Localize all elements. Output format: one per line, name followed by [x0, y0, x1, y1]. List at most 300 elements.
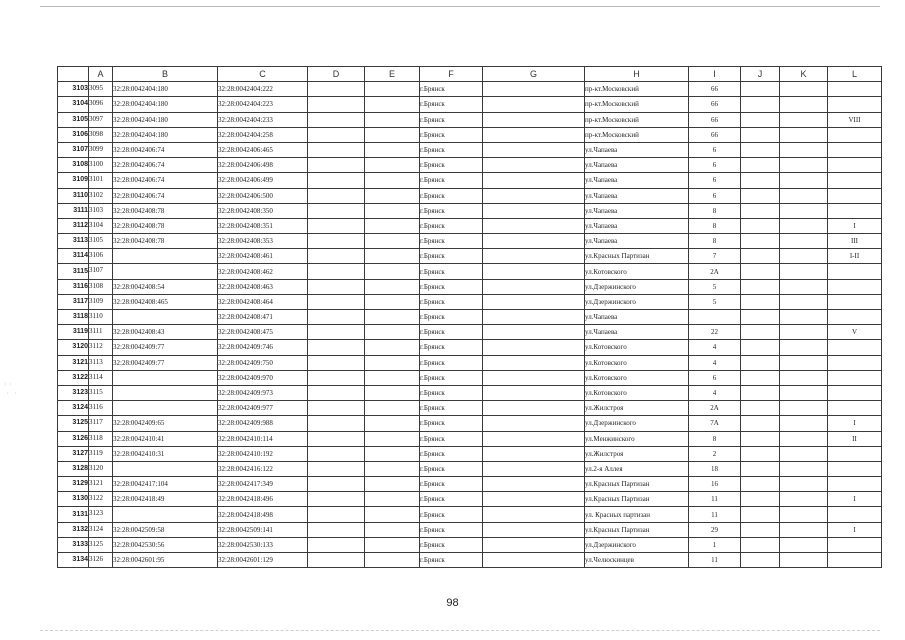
row-number-cell[interactable]: 3104: [58, 97, 89, 112]
cell-b[interactable]: 32:28:0042408:43: [113, 325, 218, 340]
cell-c[interactable]: 32:28:0042409:977: [218, 401, 308, 416]
cell-c[interactable]: 32:28:0042418:496: [218, 492, 308, 507]
cell-a[interactable]: 3097: [89, 112, 113, 127]
row-number-cell[interactable]: 3128: [58, 461, 89, 476]
cell-f[interactable]: г.Брянск: [420, 553, 483, 568]
row-number-cell[interactable]: 3110: [58, 188, 89, 203]
column-header-a[interactable]: A: [89, 67, 113, 82]
cell-l[interactable]: [828, 340, 882, 355]
cell-l[interactable]: [828, 127, 882, 142]
cell-a[interactable]: 3118: [89, 431, 113, 446]
cell-f[interactable]: г.Брянск: [420, 325, 483, 340]
row-number-cell[interactable]: 3130: [58, 492, 89, 507]
cell-g[interactable]: [483, 355, 585, 370]
cell-k[interactable]: [780, 112, 828, 127]
cell-j[interactable]: [741, 492, 780, 507]
cell-e[interactable]: [365, 112, 420, 127]
cell-a[interactable]: 3096: [89, 97, 113, 112]
column-header-l[interactable]: L: [828, 67, 882, 82]
cell-e[interactable]: [365, 416, 420, 431]
cell-a[interactable]: 3110: [89, 310, 113, 325]
cell-j[interactable]: [741, 370, 780, 385]
cell-c[interactable]: 32:28:0042409:988: [218, 416, 308, 431]
cell-e[interactable]: [365, 385, 420, 400]
cell-g[interactable]: [483, 249, 585, 264]
cell-g[interactable]: [483, 127, 585, 142]
cell-g[interactable]: [483, 203, 585, 218]
cell-i[interactable]: 2А: [689, 401, 741, 416]
cell-f[interactable]: г.Брянск: [420, 492, 483, 507]
cell-a[interactable]: 3117: [89, 416, 113, 431]
cell-d[interactable]: [308, 279, 365, 294]
cell-g[interactable]: [483, 507, 585, 522]
cell-j[interactable]: [741, 477, 780, 492]
cell-l[interactable]: [828, 203, 882, 218]
cell-f[interactable]: г.Брянск: [420, 279, 483, 294]
cell-b[interactable]: [113, 401, 218, 416]
cell-h[interactable]: ул.Жилстроя: [585, 446, 689, 461]
cell-f[interactable]: г.Брянск: [420, 310, 483, 325]
cell-b[interactable]: [113, 264, 218, 279]
cell-k[interactable]: [780, 234, 828, 249]
cell-f[interactable]: г.Брянск: [420, 97, 483, 112]
cell-k[interactable]: [780, 370, 828, 385]
cell-i[interactable]: 8: [689, 218, 741, 233]
cell-c[interactable]: 32:28:0042410:192: [218, 446, 308, 461]
cell-b[interactable]: 32:28:0042601:95: [113, 553, 218, 568]
cell-h[interactable]: ул.Красных Партизан: [585, 522, 689, 537]
cell-j[interactable]: [741, 446, 780, 461]
cell-c[interactable]: 32:28:0042408:353: [218, 234, 308, 249]
cell-h[interactable]: пр-кт.Московский: [585, 127, 689, 142]
cell-f[interactable]: г.Брянск: [420, 173, 483, 188]
cell-b[interactable]: 32:28:0042418:49: [113, 492, 218, 507]
cell-a[interactable]: 3104: [89, 218, 113, 233]
cell-l[interactable]: [828, 264, 882, 279]
cell-g[interactable]: [483, 446, 585, 461]
cell-k[interactable]: [780, 279, 828, 294]
cell-f[interactable]: г.Брянск: [420, 401, 483, 416]
cell-k[interactable]: [780, 218, 828, 233]
cell-c[interactable]: 32:28:0042409:750: [218, 355, 308, 370]
cell-d[interactable]: [308, 537, 365, 552]
cell-d[interactable]: [308, 188, 365, 203]
cell-i[interactable]: 66: [689, 82, 741, 97]
cell-g[interactable]: [483, 188, 585, 203]
cell-h[interactable]: пр-кт.Московский: [585, 112, 689, 127]
cell-h[interactable]: ул.Чапаева: [585, 158, 689, 173]
cell-i[interactable]: 66: [689, 112, 741, 127]
cell-a[interactable]: 3120: [89, 461, 113, 476]
row-number-cell[interactable]: 3103: [58, 82, 89, 97]
cell-d[interactable]: [308, 340, 365, 355]
cell-i[interactable]: 4: [689, 355, 741, 370]
row-number-cell[interactable]: 3116: [58, 279, 89, 294]
cell-j[interactable]: [741, 279, 780, 294]
cell-k[interactable]: [780, 127, 828, 142]
cell-k[interactable]: [780, 446, 828, 461]
cell-l[interactable]: V: [828, 325, 882, 340]
cell-e[interactable]: [365, 279, 420, 294]
cell-l[interactable]: [828, 142, 882, 157]
cell-h[interactable]: ул.Чапаева: [585, 142, 689, 157]
column-header-c[interactable]: C: [218, 67, 308, 82]
cell-k[interactable]: [780, 142, 828, 157]
cell-k[interactable]: [780, 461, 828, 476]
cell-j[interactable]: [741, 249, 780, 264]
cell-d[interactable]: [308, 173, 365, 188]
cell-k[interactable]: [780, 416, 828, 431]
cell-f[interactable]: г.Брянск: [420, 249, 483, 264]
cell-b[interactable]: [113, 507, 218, 522]
cell-l[interactable]: [828, 294, 882, 309]
cell-j[interactable]: [741, 310, 780, 325]
cell-j[interactable]: [741, 142, 780, 157]
cell-c[interactable]: 32:28:0042404:233: [218, 112, 308, 127]
column-header-d[interactable]: D: [308, 67, 365, 82]
cell-k[interactable]: [780, 507, 828, 522]
cell-e[interactable]: [365, 294, 420, 309]
row-number-cell[interactable]: 3127: [58, 446, 89, 461]
cell-e[interactable]: [365, 188, 420, 203]
cell-h[interactable]: ул.Дзержинского: [585, 279, 689, 294]
cell-k[interactable]: [780, 294, 828, 309]
cell-e[interactable]: [365, 340, 420, 355]
row-number-cell[interactable]: 3115: [58, 264, 89, 279]
cell-d[interactable]: [308, 370, 365, 385]
row-number-cell[interactable]: 3114: [58, 249, 89, 264]
cell-d[interactable]: [308, 325, 365, 340]
cell-k[interactable]: [780, 173, 828, 188]
cell-e[interactable]: [365, 203, 420, 218]
row-number-cell[interactable]: 3134: [58, 553, 89, 568]
cell-i[interactable]: 6: [689, 188, 741, 203]
cell-h[interactable]: ул.Чапаева: [585, 218, 689, 233]
cell-l[interactable]: [828, 507, 882, 522]
corner-header-cell[interactable]: [58, 67, 89, 82]
cell-b[interactable]: 32:28:0042409:65: [113, 416, 218, 431]
cell-b[interactable]: 32:28:0042406:74: [113, 173, 218, 188]
cell-l[interactable]: I: [828, 218, 882, 233]
cell-e[interactable]: [365, 82, 420, 97]
cell-l[interactable]: [828, 188, 882, 203]
cell-d[interactable]: [308, 385, 365, 400]
cell-i[interactable]: 11: [689, 492, 741, 507]
cell-c[interactable]: 32:28:0042408:462: [218, 264, 308, 279]
cell-d[interactable]: [308, 522, 365, 537]
cell-i[interactable]: 6: [689, 370, 741, 385]
cell-d[interactable]: [308, 355, 365, 370]
cell-g[interactable]: [483, 173, 585, 188]
cell-c[interactable]: 32:28:0042408:471: [218, 310, 308, 325]
cell-a[interactable]: 3100: [89, 158, 113, 173]
cell-j[interactable]: [741, 294, 780, 309]
cell-j[interactable]: [741, 507, 780, 522]
row-number-cell[interactable]: 3129: [58, 477, 89, 492]
cell-d[interactable]: [308, 203, 365, 218]
cell-f[interactable]: г.Брянск: [420, 234, 483, 249]
cell-k[interactable]: [780, 355, 828, 370]
cell-a[interactable]: 3116: [89, 401, 113, 416]
cell-f[interactable]: г.Брянск: [420, 158, 483, 173]
cell-i[interactable]: 6: [689, 158, 741, 173]
cell-a[interactable]: 3098: [89, 127, 113, 142]
cell-l[interactable]: [828, 553, 882, 568]
cell-f[interactable]: г.Брянск: [420, 264, 483, 279]
cell-d[interactable]: [308, 492, 365, 507]
cell-i[interactable]: 18: [689, 461, 741, 476]
cell-a[interactable]: 3126: [89, 553, 113, 568]
cell-h[interactable]: ул.Дзержинского: [585, 294, 689, 309]
cell-a[interactable]: 3095: [89, 82, 113, 97]
cell-e[interactable]: [365, 264, 420, 279]
cell-l[interactable]: I: [828, 522, 882, 537]
row-number-cell[interactable]: 3125: [58, 416, 89, 431]
cell-h[interactable]: ул.Красных Партизан: [585, 492, 689, 507]
cell-e[interactable]: [365, 461, 420, 476]
cell-f[interactable]: г.Брянск: [420, 142, 483, 157]
row-number-cell[interactable]: 3124: [58, 401, 89, 416]
cell-l[interactable]: [828, 537, 882, 552]
cell-g[interactable]: [483, 522, 585, 537]
row-number-cell[interactable]: 3132: [58, 522, 89, 537]
cell-i[interactable]: 8: [689, 234, 741, 249]
cell-j[interactable]: [741, 173, 780, 188]
cell-g[interactable]: [483, 385, 585, 400]
cell-l[interactable]: II: [828, 431, 882, 446]
cell-h[interactable]: ул.Красных Партизан: [585, 477, 689, 492]
cell-j[interactable]: [741, 325, 780, 340]
cell-b[interactable]: [113, 385, 218, 400]
cell-b[interactable]: 32:28:0042404:180: [113, 97, 218, 112]
cell-k[interactable]: [780, 385, 828, 400]
cell-g[interactable]: [483, 234, 585, 249]
cell-i[interactable]: 66: [689, 97, 741, 112]
cell-b[interactable]: [113, 249, 218, 264]
cell-i[interactable]: 16: [689, 477, 741, 492]
cell-b[interactable]: 32:28:0042417:104: [113, 477, 218, 492]
cell-k[interactable]: [780, 325, 828, 340]
column-header-k[interactable]: K: [780, 67, 828, 82]
cell-i[interactable]: 8: [689, 431, 741, 446]
cell-d[interactable]: [308, 553, 365, 568]
cell-c[interactable]: 32:28:0042418:498: [218, 507, 308, 522]
cell-j[interactable]: [741, 522, 780, 537]
cell-a[interactable]: 3123: [89, 507, 113, 522]
cell-e[interactable]: [365, 218, 420, 233]
cell-k[interactable]: [780, 522, 828, 537]
cell-g[interactable]: [483, 416, 585, 431]
cell-b[interactable]: 32:28:0042530:56: [113, 537, 218, 552]
cell-f[interactable]: г.Брянск: [420, 294, 483, 309]
cell-d[interactable]: [308, 82, 365, 97]
cell-l[interactable]: [828, 173, 882, 188]
cell-e[interactable]: [365, 370, 420, 385]
row-number-cell[interactable]: 3119: [58, 325, 89, 340]
cell-f[interactable]: г.Брянск: [420, 385, 483, 400]
cell-k[interactable]: [780, 401, 828, 416]
cell-j[interactable]: [741, 537, 780, 552]
cell-g[interactable]: [483, 553, 585, 568]
cell-d[interactable]: [308, 218, 365, 233]
row-number-cell[interactable]: 3131: [58, 507, 89, 522]
cell-d[interactable]: [308, 416, 365, 431]
row-number-cell[interactable]: 3106: [58, 127, 89, 142]
cell-h[interactable]: ул.Чапаева: [585, 325, 689, 340]
cell-b[interactable]: 32:28:0042406:74: [113, 188, 218, 203]
cell-j[interactable]: [741, 127, 780, 142]
cell-i[interactable]: 7А: [689, 416, 741, 431]
cell-b[interactable]: 32:28:0042406:74: [113, 158, 218, 173]
cell-j[interactable]: [741, 401, 780, 416]
cell-g[interactable]: [483, 340, 585, 355]
row-number-cell[interactable]: 3122: [58, 370, 89, 385]
cell-k[interactable]: [780, 537, 828, 552]
column-header-b[interactable]: B: [113, 67, 218, 82]
cell-e[interactable]: [365, 477, 420, 492]
cell-f[interactable]: г.Брянск: [420, 203, 483, 218]
cell-b[interactable]: 32:28:0042408:78: [113, 218, 218, 233]
column-header-f[interactable]: F: [420, 67, 483, 82]
cell-j[interactable]: [741, 112, 780, 127]
cell-l[interactable]: [828, 461, 882, 476]
cell-a[interactable]: 3122: [89, 492, 113, 507]
cell-h[interactable]: ул.Дзержинского: [585, 416, 689, 431]
cell-d[interactable]: [308, 158, 365, 173]
cell-e[interactable]: [365, 492, 420, 507]
row-number-cell[interactable]: 3105: [58, 112, 89, 127]
cell-i[interactable]: 2: [689, 446, 741, 461]
cell-f[interactable]: г.Брянск: [420, 355, 483, 370]
cell-b[interactable]: 32:28:0042404:180: [113, 127, 218, 142]
cell-b[interactable]: 32:28:0042404:180: [113, 112, 218, 127]
cell-l[interactable]: [828, 355, 882, 370]
cell-j[interactable]: [741, 340, 780, 355]
cell-b[interactable]: 32:28:0042409:77: [113, 340, 218, 355]
cell-i[interactable]: 4: [689, 385, 741, 400]
cell-c[interactable]: 32:28:0042408:351: [218, 218, 308, 233]
cell-c[interactable]: 32:28:0042417:349: [218, 477, 308, 492]
row-number-cell[interactable]: 3118: [58, 310, 89, 325]
cell-f[interactable]: г.Брянск: [420, 82, 483, 97]
cell-e[interactable]: [365, 431, 420, 446]
cell-k[interactable]: [780, 431, 828, 446]
cell-d[interactable]: [308, 431, 365, 446]
cell-g[interactable]: [483, 401, 585, 416]
cell-d[interactable]: [308, 446, 365, 461]
cell-e[interactable]: [365, 127, 420, 142]
cell-a[interactable]: 3099: [89, 142, 113, 157]
cell-d[interactable]: [308, 264, 365, 279]
cell-a[interactable]: 3108: [89, 279, 113, 294]
cell-c[interactable]: 32:28:0042406:499: [218, 173, 308, 188]
column-header-h[interactable]: H: [585, 67, 689, 82]
cell-g[interactable]: [483, 492, 585, 507]
cell-c[interactable]: 32:28:0042404:223: [218, 97, 308, 112]
cell-g[interactable]: [483, 325, 585, 340]
cell-l[interactable]: [828, 401, 882, 416]
cell-c[interactable]: 32:28:0042601:129: [218, 553, 308, 568]
cell-b[interactable]: 32:28:0042408:465: [113, 294, 218, 309]
cell-e[interactable]: [365, 142, 420, 157]
cell-h[interactable]: ул.Красных Партизан: [585, 249, 689, 264]
cell-c[interactable]: 32:28:0042408:464: [218, 294, 308, 309]
cell-h[interactable]: ул.Менжинского: [585, 431, 689, 446]
cell-b[interactable]: [113, 461, 218, 476]
cell-k[interactable]: [780, 97, 828, 112]
cell-j[interactable]: [741, 553, 780, 568]
cell-a[interactable]: 3105: [89, 234, 113, 249]
cell-k[interactable]: [780, 188, 828, 203]
cell-c[interactable]: 32:28:0042404:258: [218, 127, 308, 142]
row-number-cell[interactable]: 3120: [58, 340, 89, 355]
cell-h[interactable]: ул.Дзержинского: [585, 537, 689, 552]
cell-c[interactable]: 32:28:0042410:114: [218, 431, 308, 446]
cell-a[interactable]: 3112: [89, 340, 113, 355]
cell-c[interactable]: 32:28:0042406:498: [218, 158, 308, 173]
cell-d[interactable]: [308, 127, 365, 142]
cell-c[interactable]: 32:28:0042404:222: [218, 82, 308, 97]
cell-f[interactable]: г.Брянск: [420, 112, 483, 127]
cell-a[interactable]: 3101: [89, 173, 113, 188]
cell-c[interactable]: 32:28:0042409:970: [218, 370, 308, 385]
column-header-i[interactable]: I: [689, 67, 741, 82]
cell-e[interactable]: [365, 234, 420, 249]
row-number-cell[interactable]: 3108: [58, 158, 89, 173]
cell-h[interactable]: пр-кт.Московский: [585, 97, 689, 112]
cell-i[interactable]: 2А: [689, 264, 741, 279]
cell-h[interactable]: ул.Чапаева: [585, 203, 689, 218]
cell-e[interactable]: [365, 537, 420, 552]
cell-f[interactable]: г.Брянск: [420, 507, 483, 522]
cell-b[interactable]: [113, 310, 218, 325]
cell-l[interactable]: [828, 385, 882, 400]
cell-b[interactable]: 32:28:0042410:41: [113, 431, 218, 446]
cell-h[interactable]: ул.Котовского: [585, 340, 689, 355]
cell-k[interactable]: [780, 477, 828, 492]
cell-h[interactable]: ул.Котовского: [585, 264, 689, 279]
cell-l[interactable]: I: [828, 416, 882, 431]
cell-i[interactable]: 11: [689, 507, 741, 522]
cell-j[interactable]: [741, 431, 780, 446]
cell-i[interactable]: 4: [689, 340, 741, 355]
row-number-cell[interactable]: 3113: [58, 234, 89, 249]
cell-f[interactable]: г.Брянск: [420, 340, 483, 355]
cell-j[interactable]: [741, 203, 780, 218]
row-number-cell[interactable]: 3111: [58, 203, 89, 218]
cell-g[interactable]: [483, 218, 585, 233]
cell-k[interactable]: [780, 340, 828, 355]
cell-g[interactable]: [483, 370, 585, 385]
cell-l[interactable]: [828, 370, 882, 385]
cell-d[interactable]: [308, 142, 365, 157]
cell-j[interactable]: [741, 82, 780, 97]
cell-l[interactable]: III: [828, 234, 882, 249]
cell-g[interactable]: [483, 477, 585, 492]
cell-j[interactable]: [741, 97, 780, 112]
cell-c[interactable]: 32:28:0042406:500: [218, 188, 308, 203]
cell-j[interactable]: [741, 416, 780, 431]
cell-j[interactable]: [741, 385, 780, 400]
cell-g[interactable]: [483, 142, 585, 157]
cell-k[interactable]: [780, 158, 828, 173]
cell-b[interactable]: 32:28:0042408:78: [113, 203, 218, 218]
cell-d[interactable]: [308, 234, 365, 249]
cell-i[interactable]: 5: [689, 294, 741, 309]
cell-f[interactable]: г.Брянск: [420, 446, 483, 461]
cell-h[interactable]: ул.Котовского: [585, 355, 689, 370]
cell-l[interactable]: [828, 97, 882, 112]
